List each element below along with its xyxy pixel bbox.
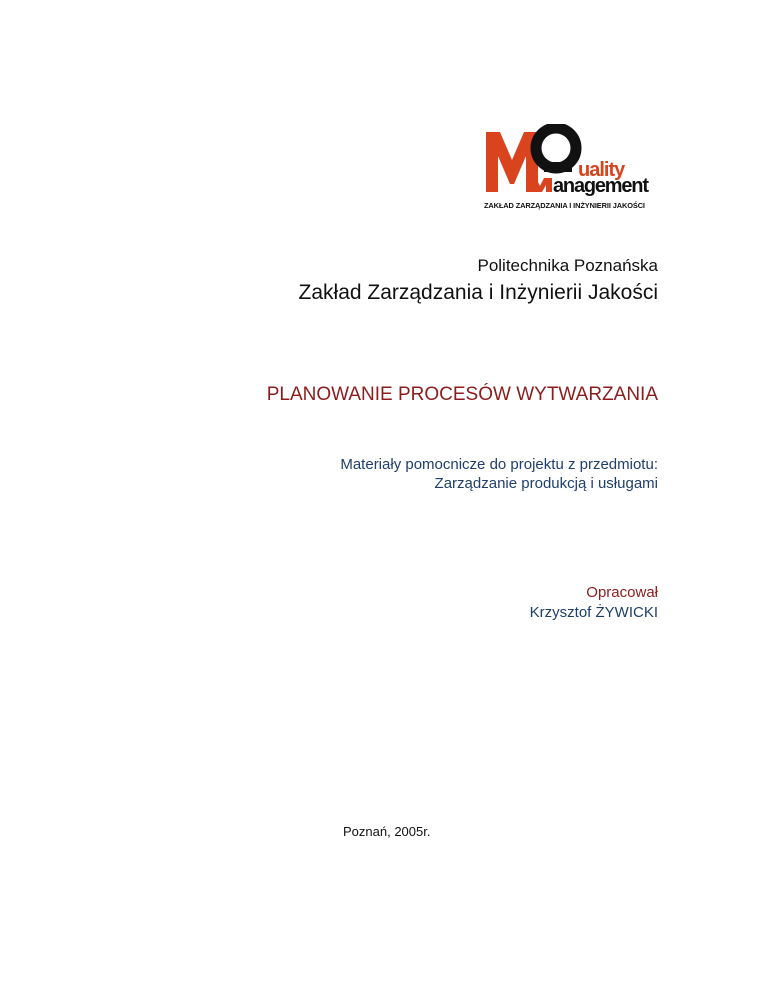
institution-name: Politechnika Poznańska <box>477 256 658 275</box>
quality-management-logo <box>484 124 664 216</box>
logo-word-quality: uality <box>578 159 625 181</box>
document-title: PLANOWANIE PROCESÓW WYTWARZANIA <box>266 384 658 405</box>
subtitle-line-2: Zarządzanie produkcją i usługami <box>434 475 658 492</box>
author-name: Krzysztof ŻYWICKI <box>529 604 658 621</box>
subtitle-line-1: Materiały pomocnicze do projektu z przedmiotu: <box>340 456 658 473</box>
logo-caption: ZAKŁAD ZARZĄDZANIA I INŻYNIERII JAKOŚCI <box>484 201 645 210</box>
department-name: Zakład Zarządzania i Inżynierii Jakości <box>298 281 658 304</box>
logo-word-management: anagement <box>553 175 648 197</box>
place-and-date: Poznań, 2005r. <box>343 824 431 839</box>
document-subtitle <box>340 455 658 493</box>
logo-graphic <box>484 124 664 200</box>
logo-letter-m-small <box>528 178 552 192</box>
author-label: Opracował <box>586 584 658 601</box>
